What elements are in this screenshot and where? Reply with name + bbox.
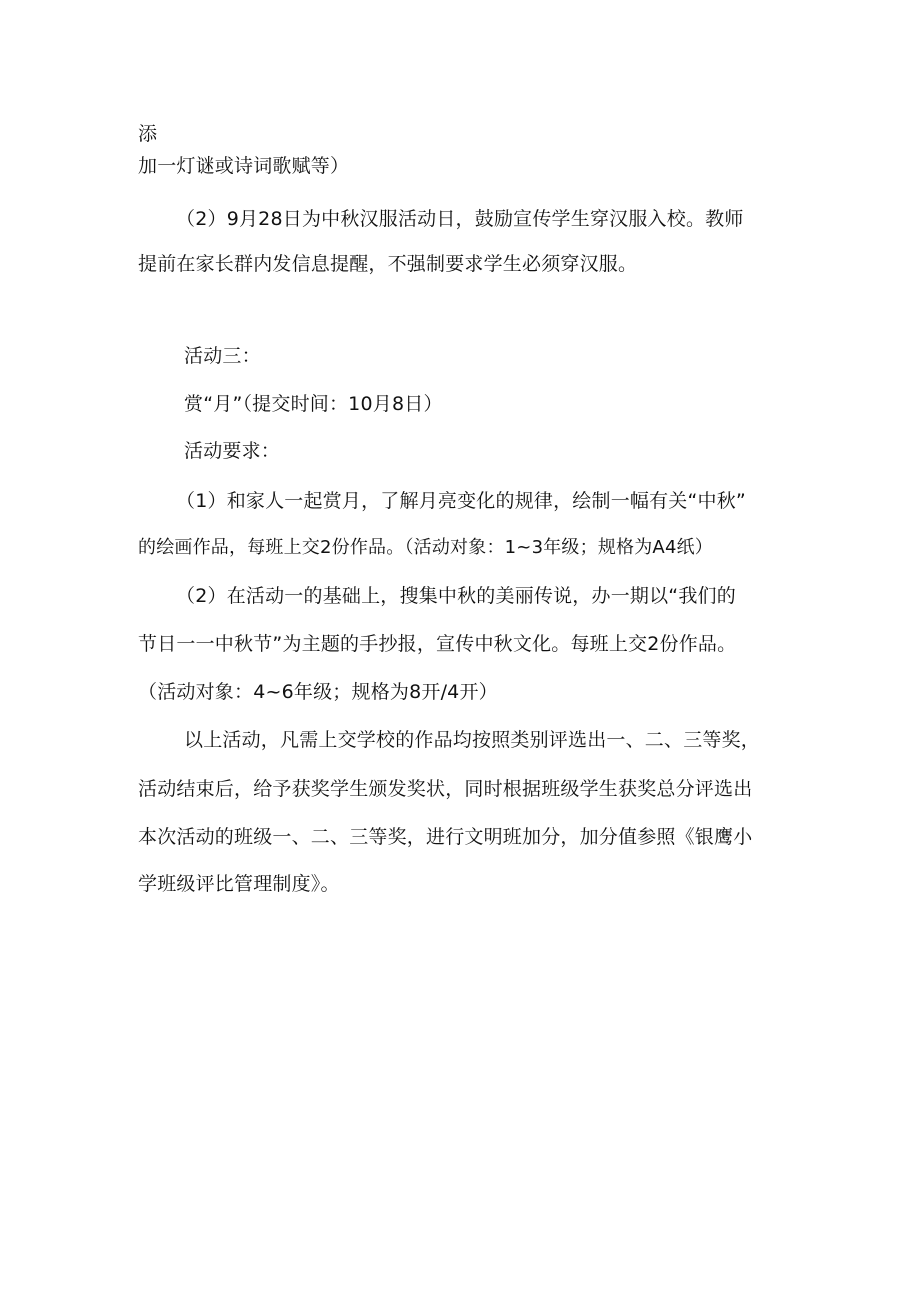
requirements-heading: 活动要求： — [184, 440, 281, 462]
section-heading: 活动三： — [184, 345, 261, 367]
text-line-9: 的绘画作品，每班上交2份作品。（活动对象：1~3年级；规格为A4纸） — [138, 537, 714, 558]
text-line-14: 活动结束后，给予获奖学生颁发奖状，同时根据班级学生获奖总分评选出 — [138, 778, 753, 800]
section-subtitle: 赏“月”（提交时间：10月8日） — [184, 393, 443, 415]
text-line-12: （活动对象：4~6年级；规格为8开/4开） — [138, 681, 498, 703]
text-line-11: 节日一一中秋节”为主题的手抄报，宣传中秋文化。每班上交2份作品。 — [138, 633, 737, 655]
text-line-8: （1）和家人一起赏月，了解月亮变化的规律，绘制一幅有关“中秋” — [176, 490, 746, 512]
text-line-13: 以上活动，凡需上交学校的作品均按照类别评选出一、二、三等奖， — [184, 729, 761, 751]
text-line-16: 学班级评比管理制度》。 — [138, 873, 340, 895]
text-line-4: 提前在家长群内发信息提醒，不强制要求学生必须穿汉服。 — [138, 253, 638, 275]
text-line-15: 本次活动的班级一、二、三等奖，进行文明班加分，加分值参照《银鹰小 — [138, 826, 753, 848]
text-line-1: 添 — [138, 123, 158, 145]
text-line-2: 加一灯谜或诗词歌赋等） — [138, 155, 350, 177]
text-line-10: （2）在活动一的基础上，搜集中秋的美丽传说，办一期以“我们的 — [176, 585, 736, 607]
text-line-3: （2）9月28日为中秋汉服活动日，鼓励宣传学生穿汉服入校。教师 — [176, 208, 744, 230]
